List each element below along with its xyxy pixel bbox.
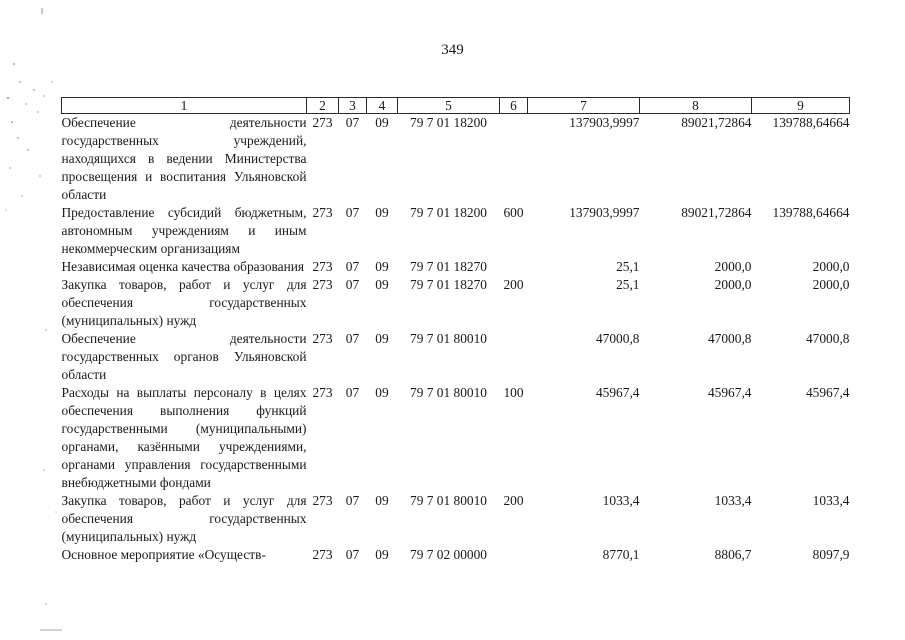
col-7-cell: 25,1 xyxy=(616,259,640,274)
table-row xyxy=(62,546,850,564)
col-6-cell: 100 xyxy=(503,385,524,400)
budget-table xyxy=(61,97,850,564)
col-7-cell: 47000,8 xyxy=(595,331,640,346)
header-cell: 2 xyxy=(307,98,339,114)
col-9-cell: 2000,0 xyxy=(812,277,850,292)
col-9-cell: 45967,4 xyxy=(805,385,850,400)
col-8-cell: 89021,72864 xyxy=(681,115,752,130)
col-7-cell: 8770,1 xyxy=(602,547,640,562)
col-9-cell: 139788,64664 xyxy=(772,205,850,220)
col-4-cell: 09 xyxy=(375,493,389,508)
col-9-cell: 139788,64664 xyxy=(772,115,850,130)
col-2-cell: 273 xyxy=(312,115,333,130)
col-4-cell: 09 xyxy=(375,331,389,346)
col-5-cell: 79 7 01 18200 xyxy=(410,115,487,130)
col-6-cell: 200 xyxy=(503,493,524,508)
header-cell: 7 xyxy=(528,98,640,114)
table-row xyxy=(62,492,850,546)
col-4-cell: 09 xyxy=(375,277,389,292)
col-2-cell: 273 xyxy=(312,205,333,220)
col-9-cell: 2000,0 xyxy=(812,259,850,274)
header-cell: 5 xyxy=(398,98,500,114)
col-3-cell: 07 xyxy=(345,385,360,400)
col-4-cell: 09 xyxy=(375,259,389,274)
row-description: Независимая оценка качества образования xyxy=(61,259,305,274)
col-7-cell: 45967,4 xyxy=(595,385,640,400)
col-6-cell xyxy=(500,546,528,564)
table-row xyxy=(62,330,850,384)
col-7-cell: 1033,4 xyxy=(602,493,640,508)
row-description: Основное мероприятие «Осуществ- xyxy=(61,547,266,562)
col-2-cell: 273 xyxy=(312,331,333,346)
col-3-cell: 07 xyxy=(345,493,360,508)
col-5-cell: 79 7 01 80010 xyxy=(410,385,487,400)
col-2-cell: 273 xyxy=(312,385,333,400)
header-cell: 3 xyxy=(339,98,367,114)
col-3-cell: 07 xyxy=(345,331,360,346)
col-6-cell: 200 xyxy=(503,277,524,292)
col-8-cell: 8806,7 xyxy=(714,547,752,562)
col-3-cell: 07 xyxy=(345,547,360,562)
col-4-cell: 09 xyxy=(375,205,389,220)
col-3-cell: 07 xyxy=(345,259,360,274)
col-8-cell: 47000,8 xyxy=(707,331,752,346)
header-cell: 6 xyxy=(500,98,528,114)
col-3-cell: 07 xyxy=(345,205,360,220)
row-description: Обеспечение деятельности государственных органов Ульяновской области xyxy=(61,331,307,382)
col-8-cell: 1033,4 xyxy=(714,493,752,508)
col-8-cell: 45967,4 xyxy=(707,385,752,400)
col-7-cell: 137903,9997 xyxy=(569,205,640,220)
header-cell: 4 xyxy=(367,98,398,114)
col-2-cell: 273 xyxy=(312,547,333,562)
col-6-cell: 600 xyxy=(503,205,524,220)
page-number: 349 xyxy=(441,42,464,58)
table-row xyxy=(62,384,850,492)
col-5-cell: 79 7 01 80010 xyxy=(410,493,487,508)
col-4-cell: 09 xyxy=(375,115,389,130)
col-9-cell: 1033,4 xyxy=(812,493,850,508)
row-description: Закупка товаров, работ и услуг для обеспечения государственных (муниципальных) нужд xyxy=(61,493,307,544)
col-3-cell: 07 xyxy=(345,277,360,292)
col-6-cell xyxy=(500,258,528,276)
table-row xyxy=(62,276,850,330)
col-5-cell: 79 7 01 18200 xyxy=(410,205,487,220)
col-2-cell: 273 xyxy=(312,259,333,274)
col-3-cell: 07 xyxy=(345,115,360,130)
col-9-cell: 47000,8 xyxy=(805,331,850,346)
row-description: Расходы на выплаты персоналу в целях обеспечения выполнения функций государственными (муниципальными) органами, казёнными учреждениями, органами управления государственными внебюджетными фондами xyxy=(61,385,307,490)
header-cell: 8 xyxy=(640,98,752,114)
col-5-cell: 79 7 01 80010 xyxy=(410,331,487,346)
col-7-cell: 137903,9997 xyxy=(569,115,640,130)
col-9-cell: 8097,9 xyxy=(812,547,850,562)
col-2-cell: 273 xyxy=(312,493,333,508)
col-5-cell: 79 7 01 18270 xyxy=(410,277,487,292)
col-6-cell xyxy=(500,114,528,205)
col-6-cell xyxy=(500,330,528,384)
col-7-cell: 25,1 xyxy=(616,277,640,292)
table-row xyxy=(62,258,850,276)
table-row xyxy=(62,114,850,205)
row-description: Закупка товаров, работ и услуг для обеспечения государственных (муниципальных) нужд xyxy=(61,277,307,328)
col-5-cell: 79 7 02 00000 xyxy=(410,547,487,562)
header-cell: 1 xyxy=(62,98,307,114)
col-5-cell: 79 7 01 18270 xyxy=(410,259,487,274)
col-8-cell: 2000,0 xyxy=(714,259,752,274)
col-8-cell: 89021,72864 xyxy=(681,205,752,220)
row-description: Предоставление субсидий бюджетным, автономным учреждениям и иным некоммерческим организациям xyxy=(61,205,307,256)
row-description: Обеспечение деятельности государственных учреждений, находящихся в ведении Министерства просвещения и воспитания Ульяновской области xyxy=(61,115,307,202)
header-cell: 9 xyxy=(752,98,850,114)
col-4-cell: 09 xyxy=(375,385,389,400)
col-8-cell: 2000,0 xyxy=(714,277,752,292)
col-4-cell: 09 xyxy=(375,547,389,562)
table-row xyxy=(62,204,850,258)
header-row xyxy=(62,98,850,114)
col-2-cell: 273 xyxy=(312,277,333,292)
